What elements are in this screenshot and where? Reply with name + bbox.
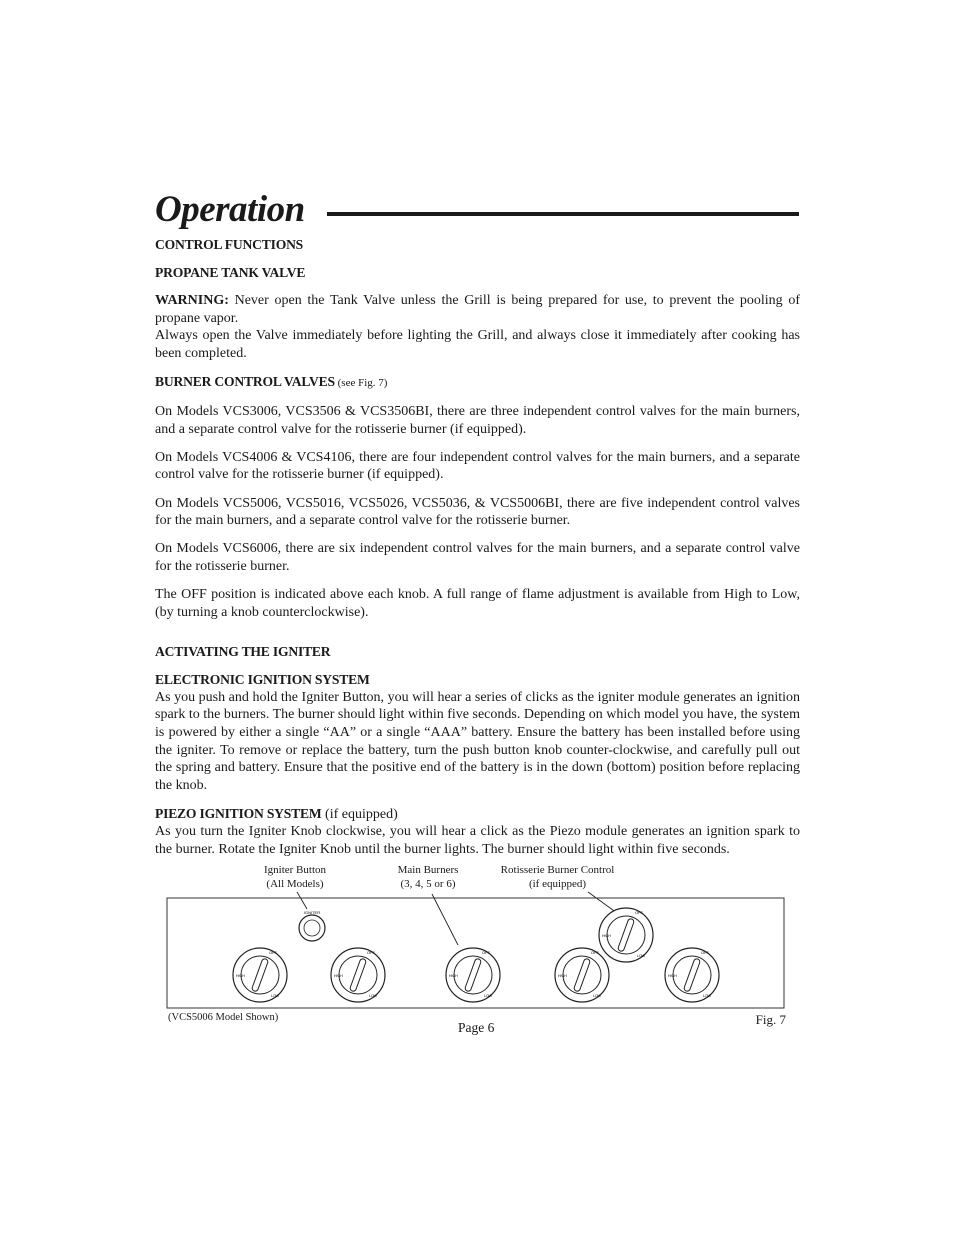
- burner-knob-5[interactable]: [665, 948, 719, 1002]
- warning-paragraph: [155, 292, 800, 327]
- piezo-ref: (if equipped): [321, 806, 398, 822]
- knob-low-label: LOW: [484, 994, 492, 998]
- piezo-ignition-text: As you turn the Igniter Knob clockwise, you will hear a click as the Piezo module generates an ignition spark to the burner. Rotate the Igniter Knob until the burner lights. The burner should light within five seconds.: [155, 824, 800, 858]
- knob-high-label: HIGH: [668, 974, 677, 978]
- warning-text: Never open the Tank Valve unless the Grill is being prepared for use, to prevent the pooling of propane vapor.: [155, 293, 800, 326]
- heading-burner-control-valves: BURNER CONTROL VALVES: [155, 374, 335, 390]
- rotisserie-knob[interactable]: [599, 908, 653, 962]
- knob-off-label: OFF: [367, 950, 375, 955]
- knob-low-label: LOW: [593, 994, 601, 998]
- paragraph-off-position: The OFF position is indicated above each knob. A full range of flame adjustment is available from High to Low, (by turning a knob counterclockwise).: [155, 586, 800, 620]
- knob-off-label: OFF: [269, 950, 277, 955]
- burner-knob-1[interactable]: [233, 948, 287, 1002]
- figure-number: Fig. 7: [755, 1012, 786, 1027]
- figure-7: [150, 858, 800, 1038]
- label-igniter-line1: Igniter Button: [263, 864, 327, 876]
- page-title: Operation: [155, 189, 305, 230]
- burner-knob-3[interactable]: [446, 948, 500, 1002]
- document-body: [155, 236, 800, 869]
- knob-off-label: OFF: [701, 950, 709, 955]
- label-main-line1: Main Burners: [397, 864, 459, 876]
- page-number: Page 6: [458, 1020, 495, 1035]
- igniter-button-knob[interactable]: [299, 910, 325, 941]
- paragraph-models-6: On Models VCS6006, there are six independent control valves for the main burners, and a separate control valve for the rotisserie burner.: [155, 541, 800, 574]
- heading-control-functions: CONTROL FUNCTIONS: [155, 237, 304, 252]
- knob-low-label: LOW: [637, 954, 645, 958]
- burner-knob-2[interactable]: [331, 948, 385, 1002]
- control-panel-drawing: [150, 858, 800, 1038]
- knob-low-label: LOW: [271, 994, 279, 998]
- knob-high-label: HIGH: [334, 974, 343, 978]
- electronic-ignition-text: As you push and hold the Igniter Button, you will hear a series of clicks as the igniter module generates an ignition spark to the burners. The burner should light within five seconds. Depending on which model you have, the system is powered by either a single “AA” or a single “AAA” battery. Ensure the battery has been installed before using the igniter. To remove or replace the battery, turn the push button knob counter-clockwise, and carefully pull out the spring and battery. Ensure that the positive end of the battery is in the down (bottom) position before replacing the knob.: [155, 689, 800, 793]
- knob-high-label: HIGH: [558, 974, 567, 978]
- paragraph-models-3: On Models VCS3006, VCS3506 & VCS3506BI, there are three independent control valves for the main burners, and a separate control valve for the rotisserie burner (if equipped).: [155, 404, 800, 437]
- knob-high-label: HIGH: [236, 974, 245, 978]
- burner-control-ref: (see Fig. 7): [334, 377, 388, 390]
- heading-propane-tank-valve: PROPANE TANK VALVE: [155, 265, 306, 281]
- piezo-heading-line: [155, 805, 800, 824]
- always-paragraph: Always open the Valve immediately before lighting the Grill, and always close it immediately after cooking has been completed.: [155, 328, 800, 361]
- knob-high-label: HIGH: [602, 934, 611, 938]
- label-igniter-line2: (All Models): [266, 878, 324, 890]
- knob-off-label: OFF: [591, 950, 599, 955]
- knob-high-label: HIGH: [449, 974, 458, 978]
- knob-low-label: LOW: [369, 994, 377, 998]
- label-main-line2: (3, 4, 5 or 6): [400, 878, 456, 890]
- label-rotis-line1: Rotisserie Burner Control: [500, 864, 615, 876]
- heading-piezo-ignition: PIEZO IGNITION SYSTEM: [155, 805, 322, 821]
- knob-off-label: OFF: [635, 910, 643, 915]
- figure-caption-model: (VCS5006 Model Shown): [168, 1012, 279, 1023]
- burner-control-heading-line: [155, 373, 800, 393]
- burner-knob-4[interactable]: [555, 948, 609, 1002]
- paragraph-models-4: On Models VCS4006 & VCS4106, there are four independent control valves for the main burners, and a separate control valve for the rotisserie burner (if equipped).: [155, 449, 800, 483]
- heading-electronic-ignition: ELECTRONIC IGNITION SYSTEM: [155, 672, 370, 688]
- warning-label: WARNING:: [155, 293, 229, 309]
- title-rule: [327, 212, 799, 216]
- heading-activating-igniter: ACTIVATING THE IGNITER: [155, 644, 331, 660]
- paragraph-models-5: On Models VCS5006, VCS5016, VCS5026, VCS5036, & VCS5006BI, there are five independent control valves for the main burners, and a separate control valve for the rotisserie burner.: [155, 495, 800, 529]
- label-rotis-line2: (if equipped): [528, 878, 587, 890]
- igniter-label: IGNITER: [303, 910, 321, 915]
- knob-low-label: LOW: [703, 994, 711, 998]
- knob-off-label: OFF: [482, 950, 490, 955]
- page-header: [155, 188, 800, 232]
